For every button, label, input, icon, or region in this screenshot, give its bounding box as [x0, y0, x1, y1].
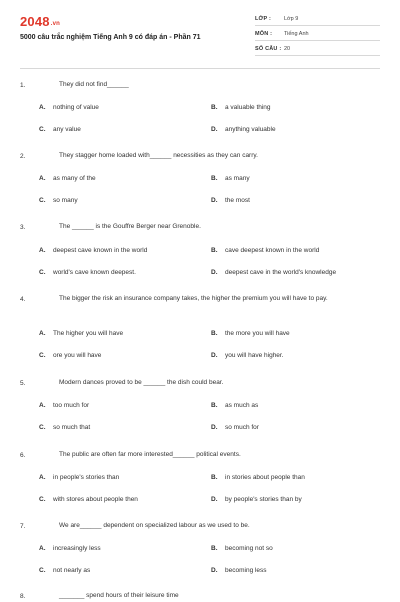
question-number: 5.	[20, 380, 26, 387]
option-text: The higher you will have	[53, 330, 124, 337]
question-number: 1.	[20, 82, 26, 89]
option-letter: B.	[211, 247, 218, 254]
option-letter: B.	[211, 175, 218, 182]
option-text: too much for	[53, 402, 90, 409]
option-text: so many	[53, 197, 78, 204]
option-text: in people's stories than	[53, 474, 120, 481]
question-number: 4.	[20, 296, 26, 303]
option-text: as many	[225, 175, 250, 182]
option-text: as much as	[225, 402, 259, 409]
option-text: so much for	[225, 424, 259, 431]
option-letter: A.	[39, 104, 46, 111]
option-a[interactable]	[39, 175, 96, 182]
option-letter: A.	[39, 247, 46, 254]
question-number: 7.	[20, 523, 26, 530]
option-text: in stories about people than	[225, 474, 305, 481]
option-text: anything valuable	[225, 126, 276, 133]
option-letter: D.	[211, 126, 218, 133]
option-letter: D.	[211, 352, 218, 359]
meta-key: SỐ CÂU :	[255, 46, 282, 52]
option-letter: B.	[211, 402, 218, 409]
option-text: the more you will have	[225, 330, 290, 337]
document-header	[0, 0, 400, 84]
option-text: by people's stories than by	[225, 496, 302, 503]
question-text: The ______ is the Gouffre Berger near Grenoble.	[59, 223, 201, 230]
option-text: any value	[53, 126, 81, 133]
option-text: you will have higher.	[225, 352, 284, 359]
option-text: increasingly less	[53, 545, 101, 552]
site-logo[interactable]	[20, 14, 60, 29]
option-a[interactable]	[39, 402, 89, 409]
option-letter: D.	[211, 197, 218, 204]
option-text: nothing of value	[53, 104, 99, 111]
option-letter: A.	[39, 402, 46, 409]
option-text: cave deepest known in the world	[225, 247, 320, 254]
option-letter: C.	[39, 496, 46, 503]
option-text: deepest cave known in the world	[53, 247, 148, 254]
option-text: deepest cave in the world's knowledge	[225, 269, 337, 276]
option-d[interactable]	[211, 126, 276, 133]
option-text: not nearly as	[53, 567, 91, 574]
header-divider	[20, 68, 380, 69]
meta-value: Tiếng Anh	[284, 31, 309, 37]
option-letter: C.	[39, 269, 46, 276]
option-c[interactable]	[39, 567, 90, 574]
option-letter: B.	[211, 474, 218, 481]
meta-value: 20	[284, 46, 291, 52]
option-letter: A.	[39, 545, 46, 552]
option-b[interactable]	[211, 402, 258, 409]
option-b[interactable]	[211, 545, 273, 552]
option-b[interactable]	[211, 474, 305, 481]
option-text: becoming less	[225, 567, 267, 574]
option-text: a valuable thing	[225, 104, 271, 111]
option-text: ore you will have	[53, 352, 102, 359]
option-letter: C.	[39, 424, 46, 431]
option-letter: D.	[211, 567, 218, 574]
question-text: The bigger the risk an insurance company takes, the higher the premium you will have to pay.	[59, 295, 328, 302]
question-text: They stagger home loaded with______ necessities as they can carry.	[59, 152, 258, 159]
option-c[interactable]	[39, 496, 138, 503]
option-letter: B.	[211, 330, 218, 337]
option-d[interactable]	[211, 567, 267, 574]
option-letter: C.	[39, 352, 46, 359]
option-text: becoming not so	[225, 545, 273, 552]
question-number: 8.	[20, 593, 26, 600]
document-title: 5000 câu trắc nghiệm Tiếng Anh 9 có đáp án - Phần 71	[20, 34, 201, 41]
option-a[interactable]	[39, 330, 123, 337]
option-letter: C.	[39, 197, 46, 204]
meta-row-count	[255, 44, 380, 56]
question-text: The public are often far more interested______ political events.	[59, 451, 241, 458]
option-letter: B.	[211, 104, 218, 111]
option-letter: A.	[39, 175, 46, 182]
meta-key: MÔN :	[255, 31, 273, 37]
option-d[interactable]	[211, 269, 336, 276]
option-text: as many of the	[53, 175, 96, 182]
question-number: 2.	[20, 153, 26, 160]
option-a[interactable]	[39, 104, 99, 111]
option-d[interactable]	[211, 496, 302, 503]
option-text: world's cave known deepest.	[53, 269, 136, 276]
meta-row-subject	[255, 29, 380, 41]
option-c[interactable]	[39, 424, 90, 431]
option-b[interactable]	[211, 330, 290, 337]
option-letter: A.	[39, 474, 46, 481]
option-d[interactable]	[211, 352, 284, 359]
logo-suffix: .vn	[50, 21, 61, 27]
option-letter: D.	[211, 269, 218, 276]
option-c[interactable]	[39, 269, 136, 276]
option-text: so much that	[53, 424, 91, 431]
option-b[interactable]	[211, 104, 271, 111]
question-text: _______ spend hours of their leisure time	[59, 592, 179, 599]
option-c[interactable]	[39, 126, 81, 133]
question-number: 3.	[20, 224, 26, 231]
option-d[interactable]	[211, 424, 259, 431]
meta-key: LỚP :	[255, 16, 271, 22]
option-b[interactable]	[211, 175, 250, 182]
option-letter: C.	[39, 126, 46, 133]
option-a[interactable]	[39, 545, 101, 552]
option-letter: A.	[39, 330, 46, 337]
question-text: We are______ dependent on specialized labour as we used to be.	[59, 522, 250, 529]
option-d[interactable]	[211, 197, 250, 204]
option-a[interactable]	[39, 247, 147, 254]
meta-value: Lớp 9	[284, 16, 299, 22]
option-a[interactable]	[39, 474, 119, 481]
question-text: They did not find______	[59, 81, 129, 88]
logo-text: 2048	[20, 14, 50, 29]
question-number: 6.	[20, 452, 26, 459]
option-c[interactable]	[39, 197, 78, 204]
option-letter: C.	[39, 567, 46, 574]
option-text: with stores about people then	[53, 496, 138, 503]
option-c[interactable]	[39, 352, 101, 359]
question-text: Modern dances proved to be ______ the dish could bear.	[59, 379, 224, 386]
option-letter: D.	[211, 424, 218, 431]
option-text: the most	[225, 197, 250, 204]
option-letter: D.	[211, 496, 218, 503]
option-b[interactable]	[211, 247, 319, 254]
meta-row-class	[255, 14, 380, 26]
option-letter: B.	[211, 545, 218, 552]
